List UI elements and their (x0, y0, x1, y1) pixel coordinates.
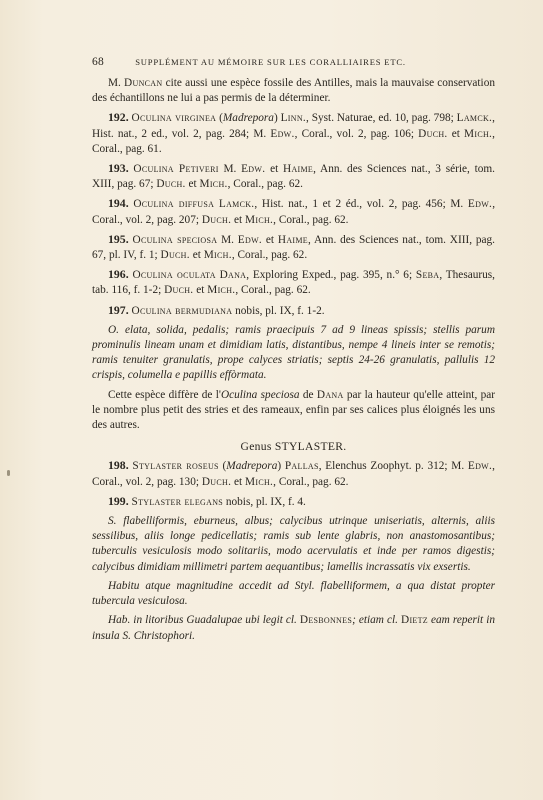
text-segment: et (189, 249, 204, 262)
text-segment: S. flabelliformis, eburneus, albus; calycibus utrinque uniseriatis, alternis, aliis sessilibus, aliis longe pedicellatis; ramis sub lente glabris, non anastomosantibus; tuberculis vesiculosis modo solitariis, modo acervulatis et inde per ramos digestis; calycibus dimidiam millimetri partem aequantibus; lamellis incrassatis vix exsertis. (92, 515, 495, 573)
genus-heading (92, 439, 495, 454)
text-segment: Oculina bermudiana (131, 304, 233, 317)
text-segment: par la hauteur qu'elle atteint, par le nombre plus petit des stries et des rameaux, enfin par ses calices plus éloignés les uns des autres. (92, 388, 496, 432)
text-segment: , Elenchus Zoophyt. p. 312; M. (318, 460, 468, 473)
text-segment: Stylaster roseus (132, 460, 219, 473)
text-segment: Duch. (418, 127, 448, 140)
text-segment: Genus STYLASTER. (240, 440, 347, 454)
text-segment: , Syst. Naturae, ed. 10, pag. 798; (306, 112, 457, 125)
text-segment: Oculina speciosa (132, 233, 218, 246)
paragraph-n199-hab (92, 613, 495, 643)
page-number: 68 (92, 56, 105, 68)
text-segment: nobis, pl. IX, f. 4. (223, 495, 306, 508)
text-segment: et (262, 233, 278, 246)
text-segment: 192. (108, 110, 129, 125)
text-segment: cite aussi une espèce fossile des Antilles, mais la mauvaise conservation des échantillons ne lui a pas permis de la déterminer. (92, 77, 495, 105)
text-segment: , Coral., pag. 62. (227, 178, 303, 191)
text-segment: O. elata, solida, pedalis; ramis praecipuis 7 ad 9 lineas spissis; stellis parum prominulis lineam unam et dimidiam latis, distantibus, nempe 4 lineis inter se remotis; ramis tenuiter granulatis, prope calyces striatis; septis 24-26 granulatis, pallulis 12 crispis, columella e papillis effòrmata. (92, 323, 495, 382)
text-segment: , Exploring Exped., pag. 395, n.° 6; (246, 269, 416, 282)
text-segment: 198. (108, 458, 129, 473)
text-segment: Mich. (199, 178, 228, 191)
text-segment: Cette espèce diffère de l' (108, 388, 221, 401)
text-segment: Madrepora (226, 460, 278, 473)
text-segment: , Coral., pag. 61. (92, 127, 495, 155)
text-segment: Edw. (467, 460, 493, 473)
text-segment: et (193, 284, 208, 297)
text-segment: M. (217, 233, 238, 246)
text-segment: Haime (277, 233, 308, 246)
paragraph-n198 (92, 458, 495, 489)
paragraph-n199-habitus (92, 579, 495, 609)
text-segment: Desbonnes (299, 614, 353, 627)
paragraph-n195 (92, 232, 495, 263)
text-segment: Edw. (241, 163, 266, 176)
text-segment: Duch. (160, 249, 190, 262)
text-segment: et (265, 163, 283, 176)
text-segment: , Coral., pag. 62. (231, 249, 308, 262)
text-segment: M. (108, 77, 125, 89)
body-text (92, 76, 495, 648)
text-segment: 193. (108, 161, 129, 176)
text-segment: , Ann. des Sciences nat., tom. XIII, pag. 67, pl. IV, f. 1; (92, 233, 496, 262)
paragraph-n199-desc (92, 514, 495, 575)
text-segment: Pallas (284, 460, 319, 473)
text-segment: et (447, 127, 465, 140)
text-segment: Mich. (207, 284, 236, 297)
text-segment: Hab. in litoribus Guadalupae ubi legit cl. (108, 614, 300, 627)
paragraph-n197 (92, 303, 495, 319)
text-segment: Duch. (164, 284, 194, 297)
running-header (92, 56, 492, 68)
text-segment: et (185, 178, 200, 191)
text-segment: Oculina speciosa (220, 388, 300, 401)
text-segment: et (231, 213, 246, 226)
text-segment: Oculina Petiveri (133, 163, 219, 176)
text-segment: Oculina diffusa (133, 198, 215, 211)
text-segment: Dana (219, 269, 247, 282)
text-segment: Duch. (201, 213, 232, 226)
text-segment: , Coral., pag. 62. (273, 475, 349, 488)
paragraph-n196 (92, 267, 495, 298)
text-segment: Stylaster elegans (131, 495, 224, 508)
text-segment: Duch. (156, 178, 186, 191)
text-segment: 194. (108, 196, 129, 211)
paragraph-n199 (92, 494, 495, 510)
text-segment: ; etiam cl. (352, 614, 401, 627)
text-segment: ) (273, 112, 281, 125)
text-segment: Dietz (401, 614, 428, 627)
text-segment: Mich. (245, 213, 274, 226)
text-segment: Haime (282, 163, 314, 176)
text-segment: , Hist. nat., 1 et 2 éd., vol. 2, pag. 456; M. (254, 198, 468, 211)
running-title: SUPPLÉMENT AU MÉMOIRE SUR LES CORALLIAIRES ETC. (135, 57, 406, 67)
text-segment: M. (218, 163, 242, 176)
paragraph-n197-desc (92, 323, 495, 384)
paragraph-n193 (92, 161, 495, 192)
text-segment: nobis, pl. IX, f. 1-2. (232, 304, 325, 317)
text-segment: Duncan (124, 77, 163, 89)
text-segment: , Coral., vol. 2, pag. 130; (92, 460, 495, 488)
text-segment: Edw. (270, 127, 295, 140)
text-segment: 196. (108, 267, 129, 282)
text-segment: , Coral., vol. 2, pag. 106; (294, 127, 419, 140)
text-segment: de (299, 388, 317, 401)
text-segment: Oculina virginea (131, 112, 217, 125)
text-segment: Madrepora (222, 112, 274, 125)
paragraph-n192 (92, 110, 495, 157)
text-segment: Mich. (245, 475, 274, 488)
text-segment: , Coral., pag. 62. (235, 284, 311, 297)
text-segment: ( (216, 112, 223, 125)
text-segment: , Coral., pag. 62. (273, 213, 349, 226)
text-segment: 197. (108, 302, 129, 317)
text-segment: , Coral., vol. 2, pag. 207; (92, 198, 496, 226)
text-segment: Habitu atque magnitudine accedit ad Styl. flabelliformem, a qua distat propter tubercula vesiculosa. (92, 579, 495, 608)
text-segment: Seba (415, 269, 440, 282)
text-segment: Lamck. (218, 198, 255, 211)
text-segment: Linn. (280, 112, 307, 125)
text-segment: Dana (316, 388, 344, 401)
margin-speck (7, 470, 10, 476)
paragraph-n194 (92, 196, 495, 227)
text-segment: Edw. (237, 233, 263, 246)
paragraph-intro (92, 76, 495, 106)
text-segment: Duch. (201, 475, 232, 488)
text-segment: , Hist. nat., 2 ed., vol. 2, pag. 284; M. (92, 112, 495, 140)
text-segment: Mich. (203, 249, 232, 262)
text-segment: Edw. (467, 198, 493, 211)
text-segment: , Thesaurus, tab. 116, f. 1-2; (92, 269, 496, 297)
text-segment: Lamck. (456, 112, 493, 125)
text-segment: et (231, 475, 246, 488)
paragraph-n197-note (92, 388, 495, 434)
text-segment: ( (218, 460, 227, 473)
text-segment: ) (277, 460, 285, 473)
text-segment: , Ann. des Sciences nat., 3 série, tom. XIII, pag. 67; (92, 163, 495, 191)
text-segment: Oculina oculata (132, 269, 216, 282)
text-segment: 199. (108, 493, 129, 508)
text-segment: eam reperit in insula S. Christophori. (92, 614, 495, 642)
text-segment: Mich. (464, 127, 493, 140)
text-segment: 195. (108, 231, 129, 246)
